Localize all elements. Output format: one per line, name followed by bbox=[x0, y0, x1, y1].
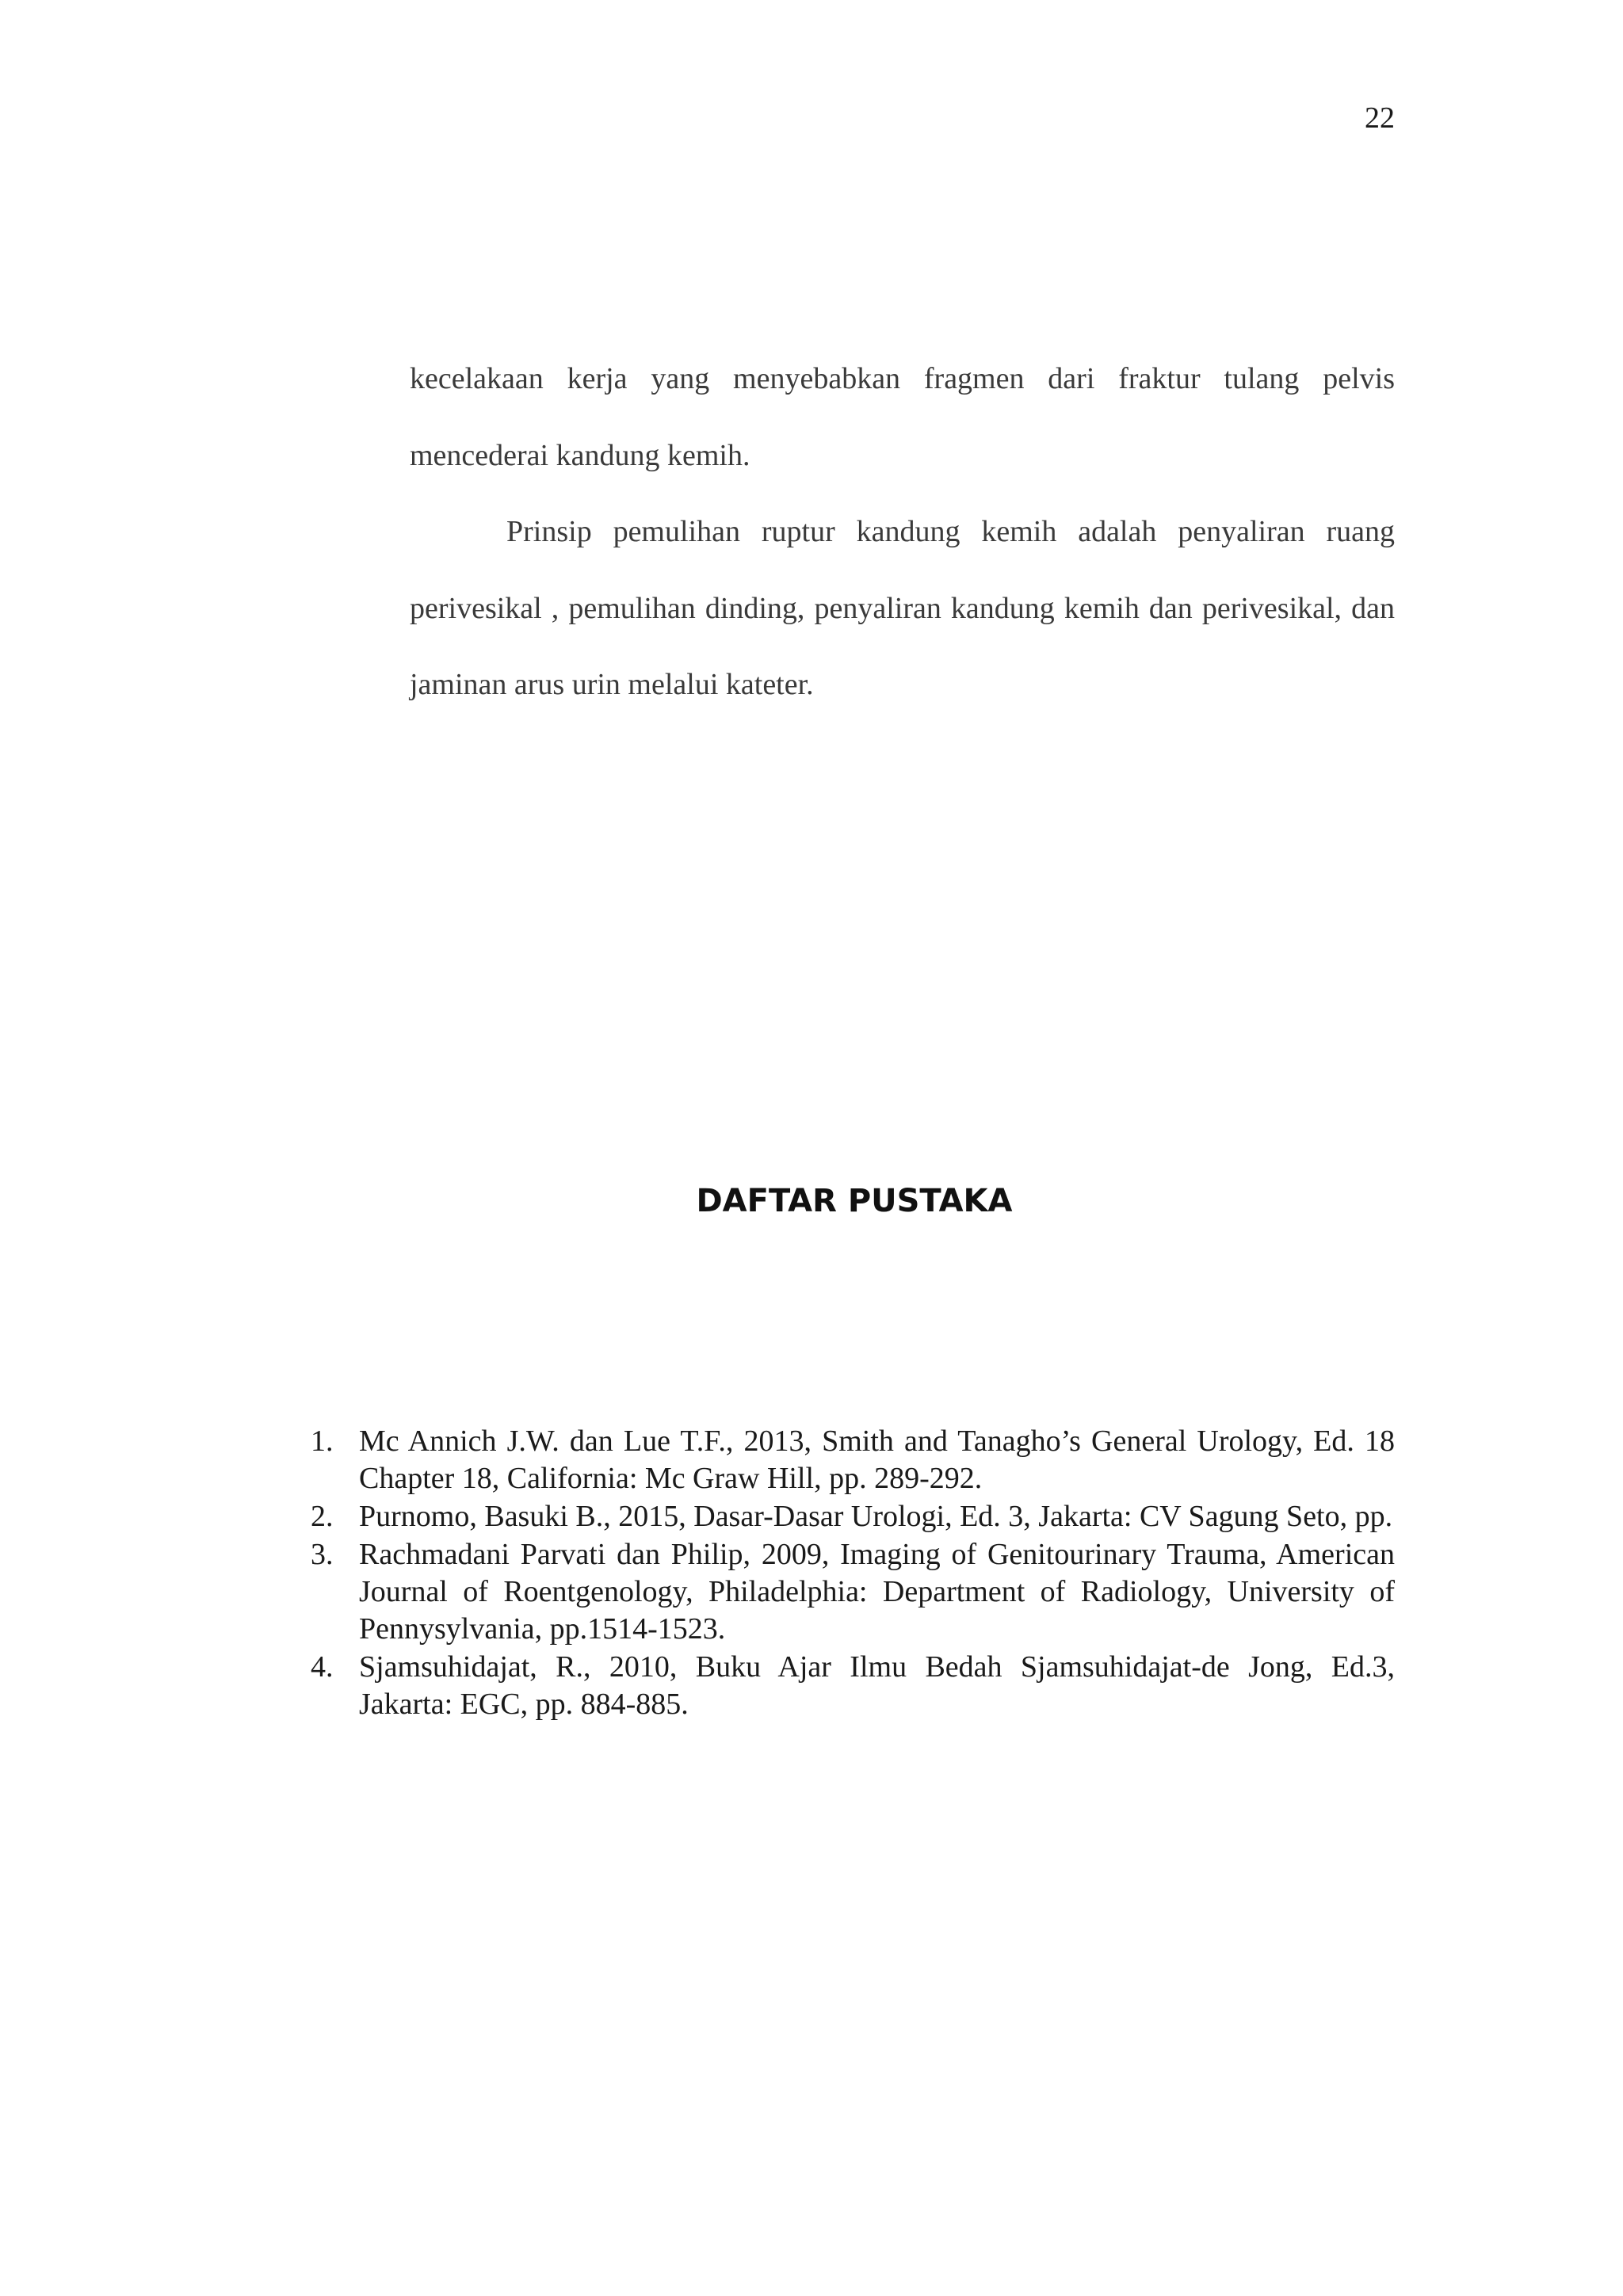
body-text bbox=[410, 341, 1395, 723]
reference-item bbox=[301, 1536, 1395, 1648]
reference-item bbox=[301, 1498, 1395, 1535]
reference-item bbox=[301, 1649, 1395, 1723]
reference-list bbox=[301, 1423, 1395, 1724]
section-heading: DAFTAR PUSTAKA bbox=[696, 1183, 1013, 1219]
reference-text: Mc Annich J.W. dan Lue T.F., 2013, Smith and Tanagho’s General Urology, Ed. 18 Chapter 18, California: Mc Graw Hill, pp. 289-292. bbox=[359, 1425, 1395, 1495]
reference-text: Sjamsuhidajat, R., 2010, Buku Ajar Ilmu Bedah Sjamsuhidajat-de Jong, Ed.3, Jakarta: EGC, pp. 884-885. bbox=[359, 1650, 1395, 1721]
reference-text: Purnomo, Basuki B., 2015, Dasar-Dasar Urologi, Ed. 3, Jakarta: CV Sagung Seto, pp. bbox=[359, 1500, 1393, 1533]
reference-number: 4. bbox=[311, 1650, 334, 1684]
paragraph-recovery-principle: Prinsip pemulihan ruptur kandung kemih adalah penyaliran ruang perivesikal , pemulihan dinding, penyaliran kandung kemih dan perivesikal, dan jaminan arus urin melalui kateter. bbox=[410, 515, 1395, 701]
reference-text: Rachmadani Parvati dan Philip, 2009, Imaging of Genitourinary Trauma, American Journal of Roentgenology, Philadelphia: Department of Radiology, University of Pennysylvania, pp.1514-1523. bbox=[359, 1538, 1395, 1646]
reference-number: 2. bbox=[311, 1500, 334, 1533]
reference-number: 3. bbox=[311, 1538, 334, 1571]
reference-number: 1. bbox=[311, 1425, 334, 1458]
reference-item bbox=[301, 1423, 1395, 1497]
page-number: 22 bbox=[1365, 101, 1395, 135]
paragraph-continued: kecelakaan kerja yang menyebabkan fragmen dari fraktur tulang pelvis mencederai kandung kemih. bbox=[410, 362, 1395, 472]
